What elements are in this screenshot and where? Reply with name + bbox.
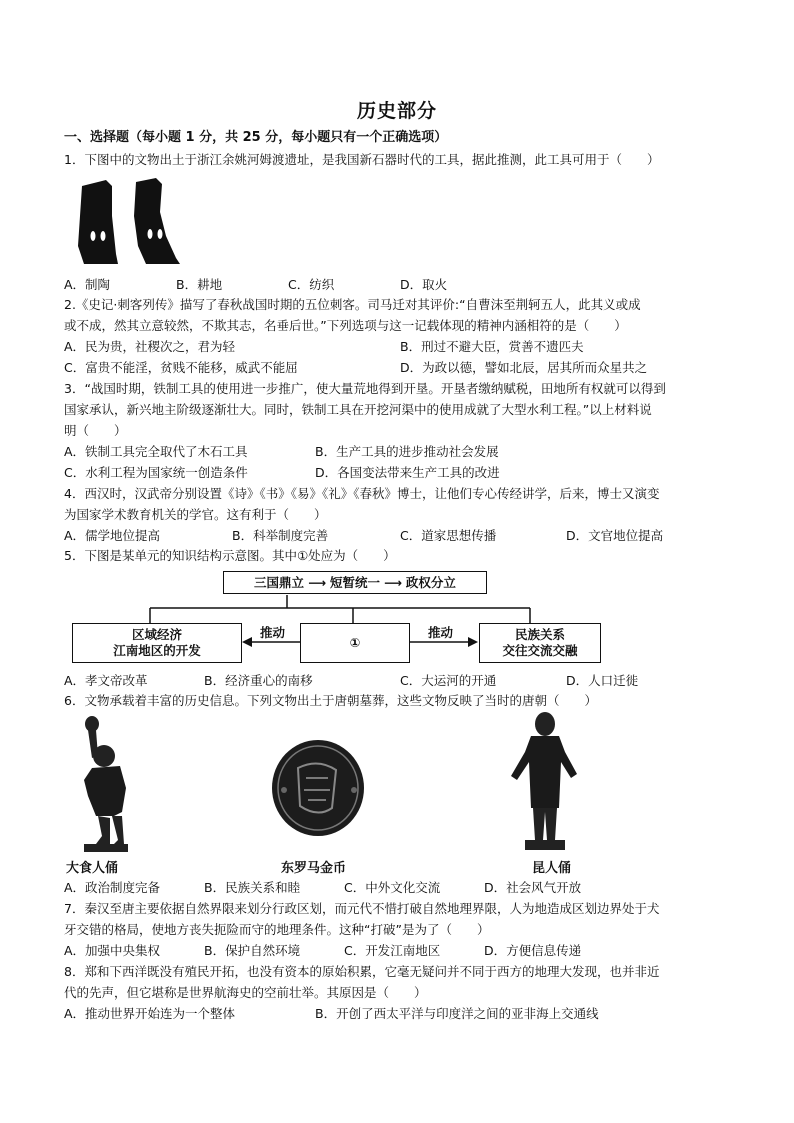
q2-line-1: 2.《史记·刺客列传》描写了春秋战国时期的五位刺客。司马迁对其评价:“自曹沫至荆轲五人，此其义或成 bbox=[64, 297, 641, 312]
q6-caption-1: 大食人俑 bbox=[66, 861, 119, 876]
q6-option-b: B．民族关系和睦 bbox=[204, 880, 301, 895]
q4-option-d: D．文官地位提高 bbox=[566, 528, 664, 543]
q4-line-2: 为国家学术教育机关的学官。这有利于（ ） bbox=[64, 507, 327, 522]
q5-top-item-3: 政权分立 bbox=[405, 574, 456, 590]
q1-option-a: A．制陶 bbox=[64, 277, 111, 292]
q5-left-line-1: 区域经济 bbox=[131, 627, 182, 642]
q8-line-2: 代的先声，但它堪称是世界航海史的空前壮举。其原因是（ ） bbox=[64, 985, 427, 1000]
section-heading: 一、选择题（每小题 1 分，共 25 分，每小题只有一个正确选项） bbox=[64, 130, 448, 145]
q5-top-item-1: 三国鼎立 bbox=[254, 574, 305, 590]
q7-line-1: 7．秦汉至唐主要依据自然界限来划分行政区划，而元代不惜打破自然地理界限，人为地造成区划边界处于犬 bbox=[64, 901, 660, 916]
q5-arrow-label-left: 推动 bbox=[260, 625, 286, 640]
q3-line-3: 明（ ） bbox=[64, 423, 127, 438]
q8-option-b: B．开创了西太平洋与印度洋之间的亚非海上交通线 bbox=[315, 1006, 599, 1021]
arab-figurine-image bbox=[70, 716, 140, 854]
q1-option-d: D．取火 bbox=[400, 277, 448, 292]
q2-option-d: D．为政以德，譬如北辰，居其所而众星共之 bbox=[400, 360, 648, 375]
page-title: 历史部分 bbox=[356, 100, 437, 122]
q7-option-b: B．保护自然环境 bbox=[204, 943, 301, 958]
arrow-right-icon: ⟶ bbox=[308, 574, 326, 590]
q5-left-line-2: 江南地区的开发 bbox=[113, 643, 201, 658]
q6-option-c: C．中外文化交流 bbox=[344, 880, 441, 895]
q4-option-a: A．儒学地位提高 bbox=[64, 528, 161, 543]
q7-option-d: D．方便信息传递 bbox=[484, 943, 582, 958]
q6-option-d: D．社会风气开放 bbox=[484, 880, 582, 895]
hemudu-bone-tool-image bbox=[76, 176, 186, 268]
q7-option-a: A．加强中央集权 bbox=[64, 943, 161, 958]
q5-right-line-1: 民族关系 bbox=[514, 627, 565, 642]
q2-option-c: C．富贵不能淫，贫贱不能移，威武不能屈 bbox=[64, 360, 298, 375]
q3-option-b: B．生产工具的进步推动社会发展 bbox=[315, 444, 499, 459]
q4-line-1: 4．西汉时，汉武帝分别设置《诗》《书》《易》《礼》《春秋》博士，让他们专心传经讲学，后来，博士又演变 bbox=[64, 486, 660, 501]
q8-line-1: 8．郑和下西洋既没有殖民开拓，也没有资本的原始积累，它毫无疑问并不同于西方的地理大发现，也并非近 bbox=[64, 964, 660, 979]
q5-option-d: D．人口迁徙 bbox=[566, 673, 639, 688]
q3-line-1: 3．“战国时期，铁制工具的使用进一步推广，使大量荒地得到开垦。开垦者缴纳赋税，田地所有权就可以得到 bbox=[64, 381, 666, 396]
q6-option-a: A．政治制度完备 bbox=[64, 880, 161, 895]
q3-option-d: D．各国变法带来生产工具的改进 bbox=[315, 465, 500, 480]
q5-arrow-label-right: 推动 bbox=[428, 625, 454, 640]
q1-option-b: B．耕地 bbox=[176, 277, 223, 292]
q8-option-a: A．推动世界开始连为一个整体 bbox=[64, 1006, 236, 1021]
q7-line-2: 牙交错的格局，使地方丧失扼险而守的地理条件。这种“打破”是为了（ ） bbox=[64, 922, 490, 937]
q3-line-2: 国家承认，新兴地主阶级逐渐壮大。同时，铁制工具在开挖河渠中的使用成就了大型水利工程。”以上材料说 bbox=[64, 402, 652, 417]
q1-stem: 1．下图中的文物出土于浙江余姚河姆渡遗址，是我国新石器时代的工具，据此推测，此工具可用于（ ） bbox=[64, 152, 660, 167]
arrow-right-icon: ⟶ bbox=[384, 574, 402, 590]
q5-center-label: ① bbox=[349, 635, 361, 650]
q4-option-c: C．道家思想传播 bbox=[400, 528, 497, 543]
q5-stem: 5．下图是某单元的知识结构示意图。其中①处应为（ ） bbox=[64, 548, 396, 563]
byzantine-gold-coin-image bbox=[270, 738, 366, 838]
q5-right-line-2: 交往交流交融 bbox=[502, 643, 578, 658]
q5-right-box bbox=[479, 623, 601, 663]
q6-caption-2: 东罗马金币 bbox=[281, 861, 347, 876]
q5-top-box bbox=[223, 571, 487, 594]
q3-option-c: C．水利工程为国家统一创造条件 bbox=[64, 465, 248, 480]
q4-option-b: B．科举制度完善 bbox=[232, 528, 329, 543]
q2-line-2: 或不成，然其立意较然，不欺其志，名垂后世。”下列选项与这一记载体现的精神内涵相符的是（ ） bbox=[64, 318, 627, 333]
q1-option-c: C．纺织 bbox=[288, 277, 335, 292]
q6-stem: 6．文物承载着丰富的历史信息。下列文物出土于唐朝墓葬，这些文物反映了当时的唐朝（ ） bbox=[64, 693, 597, 708]
q5-center-box bbox=[300, 623, 410, 663]
q2-option-b: B．刑过不避大臣，赏善不遗匹夫 bbox=[400, 339, 584, 354]
q5-option-a: A．孝文帝改革 bbox=[64, 673, 148, 688]
q7-option-c: C．开发江南地区 bbox=[344, 943, 441, 958]
kunlun-figurine-image bbox=[505, 712, 585, 854]
q2-option-a: A．民为贵，社稷次之，君为轻 bbox=[64, 339, 236, 354]
q3-option-a: A．铁制工具完全取代了木石工具 bbox=[64, 444, 248, 459]
q5-left-box bbox=[72, 623, 242, 663]
q5-option-c: C．大运河的开通 bbox=[400, 673, 497, 688]
q6-caption-3: 昆人俑 bbox=[532, 861, 572, 876]
q5-option-b: B．经济重心的南移 bbox=[204, 673, 313, 688]
q5-top-item-2: 短暂统一 bbox=[329, 574, 380, 590]
